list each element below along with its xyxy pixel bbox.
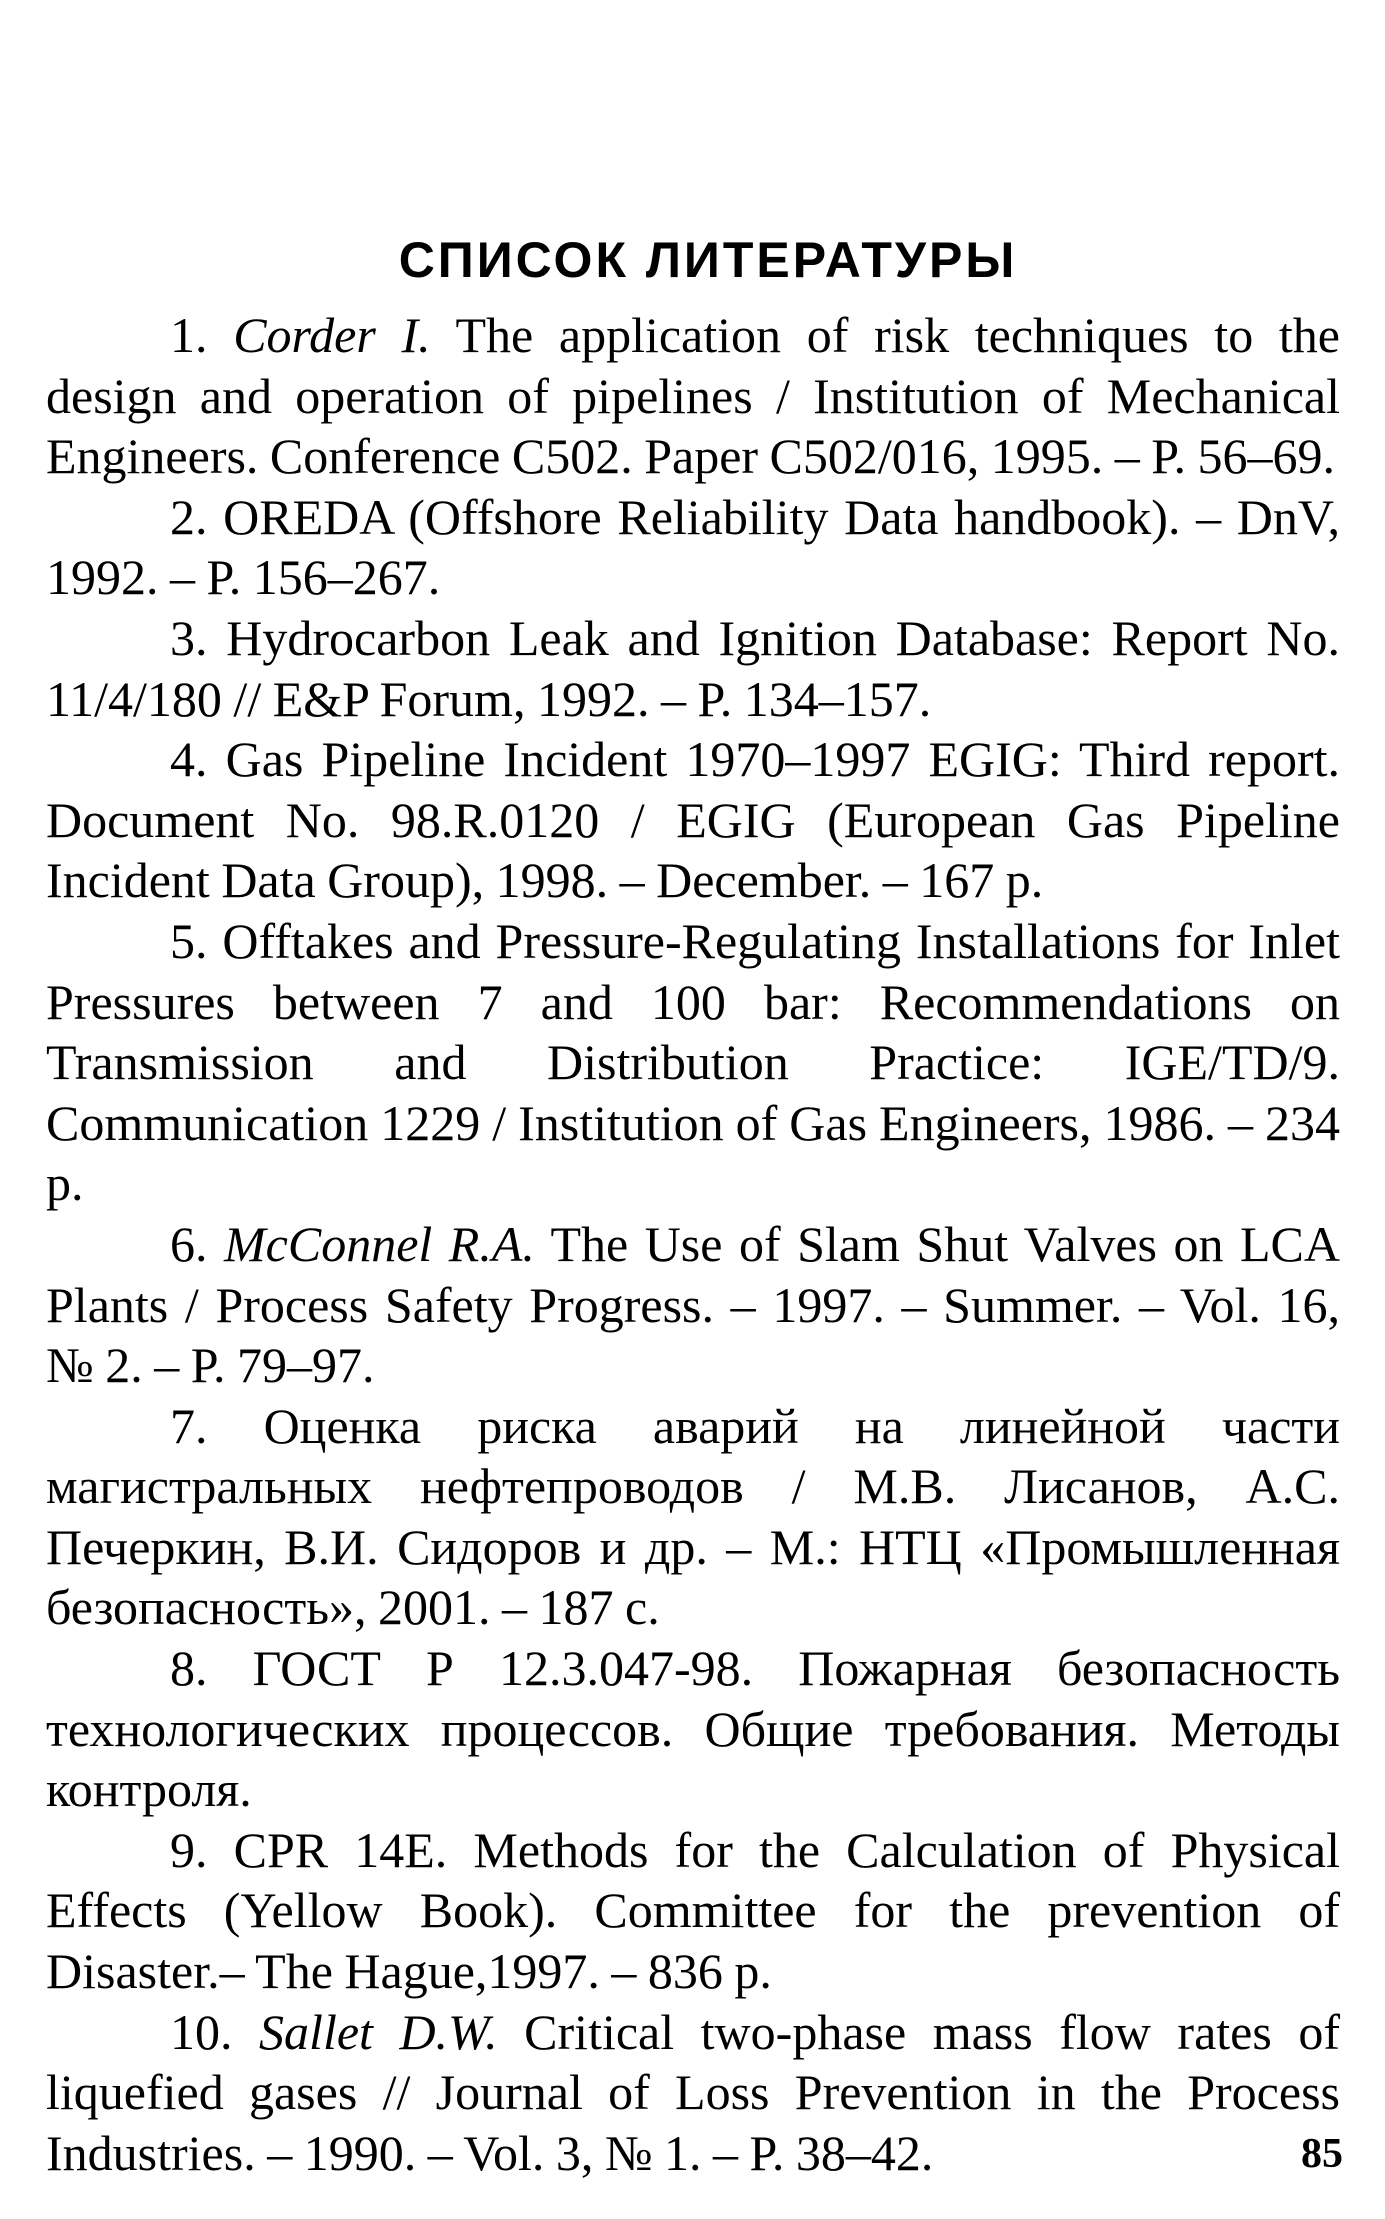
page-title: СПИСОК ЛИТЕРАТУРЫ [398, 232, 1018, 288]
page-number: 85 [1301, 2131, 1343, 2177]
reference-list [46, 305, 1340, 2183]
reference-item [46, 487, 1340, 608]
reference-number: 3. [170, 609, 208, 666]
reference-number: 7. [170, 1397, 208, 1454]
reference-item [46, 608, 1340, 729]
reference-item [46, 911, 1340, 1214]
reference-text: Offtakes and Pressure-Regulating Installations for Inlet Pressures between 7 and 100 bar: Recommendations on Transmission and Distribution Practice: IGE/TD/9. Communication 1229 / Institution of Gas Engineers, 1986. – 234 p. [46, 912, 1340, 1212]
reference-item [46, 1214, 1340, 1396]
reference-item [46, 305, 1340, 487]
reference-item [46, 2002, 1340, 2184]
reference-number: 10. [170, 2003, 233, 2060]
reference-text: Critical two-phase mass flow rates of liquefied gases // Journal of Loss Prevention in the Process Industries. – 1990. – Vol. 3, № 1. – P. 38–42. [46, 2003, 1340, 2181]
reference-item [46, 1396, 1340, 1638]
reference-text: The application of risk techniques to the design and operation of pipelines / Institution of Mechanical Engineers. Conference C502. Paper C502/016, 1995. – P. 56–69. [46, 307, 1340, 485]
reference-text: Hydrocarbon Leak and Ignition Database: Report No. 11/4/180 // E&P Forum, 1992. – P. 134–157. [46, 609, 1340, 727]
reference-number: 9. [170, 1821, 208, 1878]
reference-number: 1. [170, 307, 208, 363]
reference-number: 6. [170, 1215, 208, 1272]
reference-text: ГОСТ Р 12.3.047-98. Пожарная безопасность технологических процессов. Общие требования. Методы контроля. [46, 1640, 1341, 1818]
reference-number: 5. [170, 912, 208, 969]
reference-text: CPR 14E. Methods for the Calculation of Physical Effects (Yellow Book). Committee for the prevention of Disaster.– The Hague,1997. – 836 p. [46, 1821, 1340, 2000]
reference-number: 8. [170, 1640, 208, 1697]
document-page [46, 225, 1340, 2183]
reference-author: Corder I. [233, 307, 431, 363]
reference-author: McConnel R.A. [224, 1215, 535, 1272]
reference-text: Gas Pipeline Incident 1970–1997 EGIG: Third report. Document No. 98.R.0120 / EGIG (European Gas Pipeline Incident Data Group), 1998. – December. – 167 p. [46, 731, 1341, 909]
reference-text: OREDA (Offshore Reliability Data handbook). – DnV, 1992. – P. 156–267. [46, 488, 1341, 606]
reference-item [46, 729, 1340, 911]
reference-author: Sallet D.W. [259, 2003, 498, 2060]
reference-item [46, 1638, 1340, 1820]
reference-number: 2. [170, 488, 208, 545]
reference-item [46, 1820, 1340, 2002]
reference-text: The Use of Slam Shut Valves on LCA Plants / Process Safety Progress. – 1997. – Summer. – Vol. 16, № 2. – P. 79–97. [46, 1215, 1340, 1394]
reference-number: 4. [170, 731, 208, 788]
reference-text: Оценка риска аварий на линейной части магистральных нефтепроводов / М.В. Лисанов, А.С. Печеркин, В.И. Сидоров и др. – М.: НТЦ «Промышленная безопасность», 2001. – 187 с. [46, 1397, 1341, 1636]
